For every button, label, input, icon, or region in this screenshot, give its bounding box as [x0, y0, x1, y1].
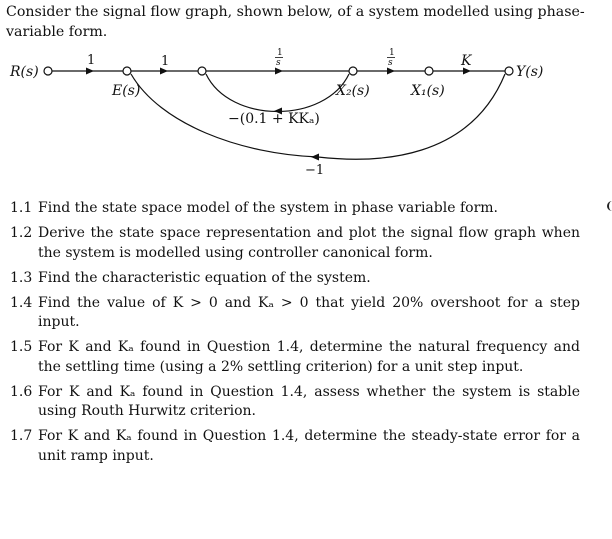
question-number: 1.5 [10, 339, 33, 355]
gain-4-denominator: s [388, 58, 393, 68]
node-2 [198, 67, 206, 75]
node-e-label: E(s) [112, 83, 141, 99]
node-x2 [349, 67, 357, 75]
question-item [10, 269, 580, 289]
node-x1-label: X₁(s) [411, 83, 445, 99]
question-list [10, 199, 580, 472]
gain-5: K [461, 53, 472, 69]
inner-feedback-branch [206, 74, 349, 112]
question-number: 1.3 [10, 269, 33, 286]
question-item [10, 224, 580, 263]
question-text: Find the state space model of the system in phase variable form. [38, 200, 498, 216]
question-number: 1.2 [10, 225, 33, 241]
question-item [10, 338, 580, 377]
question-text: For K and Kₐ found in Question 1.4, determine the natural frequency and the settling time (using a 2% settling criterion) for a unit step input. [38, 339, 580, 375]
gain-1: 1 [87, 53, 96, 68]
input-label: R(s) [10, 64, 39, 80]
arrow-outer-feedback [311, 154, 319, 161]
inner-feedback-gain: −(0.1 + KKₐ) [228, 111, 320, 127]
question-text: For K and Kₐ found in Question 1.4, assess whether the system is stable using Routh Hurwitz criterion. [38, 383, 580, 419]
question-number: 1.4 [10, 294, 33, 311]
node-x2-label: X₂(s) [336, 83, 370, 99]
question-item [10, 199, 580, 219]
node-y [505, 67, 513, 75]
question-text: For K and Kₐ found in Question 1.4, determine the steady-state error for a unit ramp input. [38, 428, 580, 464]
question-number: 1.1 [10, 200, 33, 216]
node-r [44, 67, 52, 75]
question-text: Find the value of K > 0 and Kₐ > 0 that yield 20% overshoot for a step input. [38, 294, 580, 330]
question-number: 1.7 [10, 428, 33, 444]
gain-3-numerator: 1 [277, 48, 283, 58]
arrow-1 [86, 68, 94, 75]
question-item [10, 383, 580, 422]
node-e [123, 67, 131, 75]
question-number: 1.6 [10, 383, 33, 400]
arrow-4 [387, 68, 395, 75]
question-item [10, 294, 580, 333]
gain-3-denominator: s [276, 58, 281, 68]
gain-4-numerator: 1 [389, 48, 395, 58]
question-text: Derive the state space representation and plot the signal flow graph when the system is modelled using controller canonical form. [38, 225, 580, 261]
signal-flow-graph [0, 44, 612, 184]
page-edge-mark [607, 201, 612, 211]
intro-paragraph: Consider the signal flow graph, shown below, of a system modelled using phase-variable form. [6, 4, 585, 40]
output-label: Y(s) [516, 64, 544, 80]
node-x1 [425, 67, 433, 75]
question-text: Find the characteristic equation of the system. [38, 269, 371, 286]
outer-feedback-gain: −1 [305, 163, 325, 178]
gain-2: 1 [161, 54, 170, 69]
question-item [10, 427, 580, 466]
arrow-3 [275, 68, 283, 75]
